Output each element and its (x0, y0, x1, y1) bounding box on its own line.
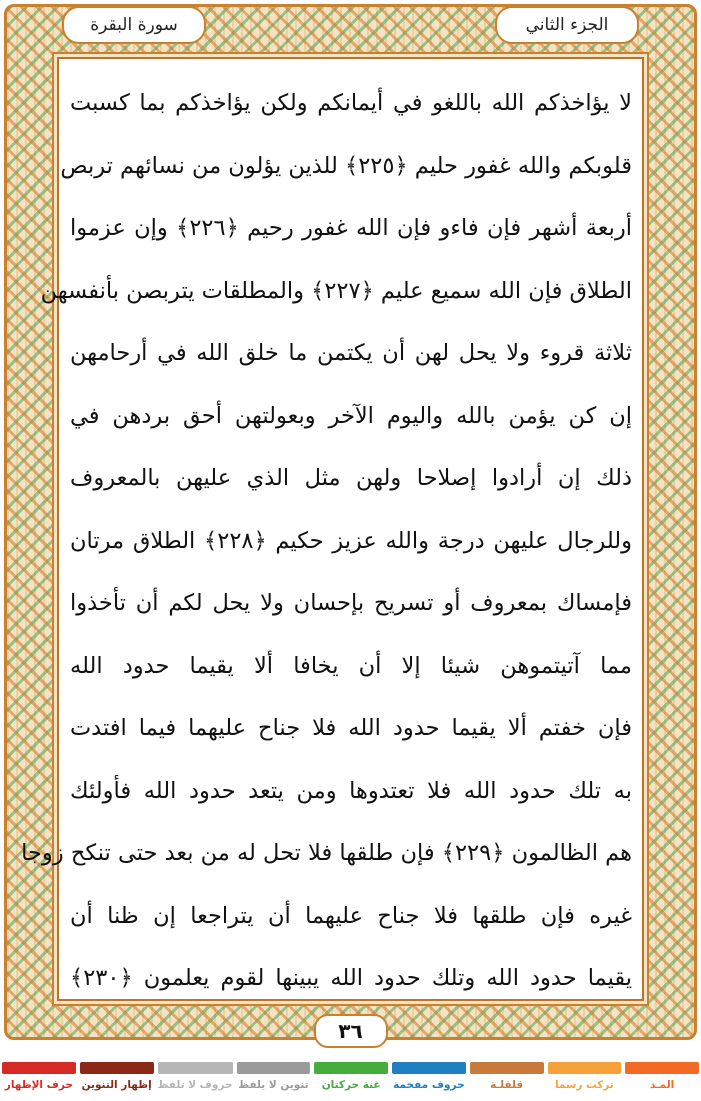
legend-label: حرف الإظهار (4, 1079, 73, 1091)
legend-label: حروف لا تلفظ (157, 1079, 233, 1091)
legend-item (312, 1062, 390, 1101)
legend-item (546, 1062, 624, 1101)
verse-line: فإن خفتم ألا يقيما حدود الله فلا جناح عليهما فيما افتدت (70, 715, 632, 741)
verse-line: ذلك إن أرادوا إصلاحا ولهن مثل الذي عليهن بالمعروف (70, 465, 632, 491)
legend-label: قلقلـة (490, 1079, 524, 1091)
verse-line: إن كن يؤمن بالله واليوم الآخر وبعولتهن أحق بردهن في (70, 402, 632, 429)
verse-line: يقيما حدود الله وتلك حدود الله يبينها لقوم يعلمون ﴿٢٣٠﴾ (70, 965, 632, 991)
legend-label: إظهار التنوين (81, 1079, 152, 1091)
legend-swatch (392, 1062, 466, 1074)
legend-swatch (470, 1062, 544, 1074)
legend-swatch (314, 1062, 388, 1074)
legend-label: تركت رسما (555, 1079, 614, 1091)
surah-label: سورة البقرة (62, 6, 206, 44)
legend-item (78, 1062, 156, 1101)
legend-item (623, 1062, 701, 1101)
verse-line: وللرجال عليهن درجة والله عزيز حكيم ﴿٢٢٨﴾ الطلاق مرتان (70, 527, 632, 554)
verse-lines (21, 72, 632, 1010)
tajweed-legend (0, 1062, 701, 1101)
legend-item (390, 1062, 468, 1101)
legend-item (235, 1062, 313, 1101)
verse-line: فإمساك بمعروف أو تسريح بإحسان ولا يحل لكم أن تأخذوا (70, 590, 632, 616)
verse-line: أربعة أشهر فإن فاءو فإن الله غفور رحيم ﴿٢٢٦﴾ وإن عزموا (70, 215, 632, 241)
verse-line: مما آتيتموهن شيئا إلا أن يخافا ألا يقيما حدود الله (70, 652, 632, 679)
legend-swatch (548, 1062, 622, 1074)
legend-item (0, 1062, 78, 1101)
page-number: ٣٦ (314, 1014, 388, 1048)
legend-item (468, 1062, 546, 1101)
legend-label: تنوين لا يلفظ (238, 1079, 309, 1091)
juz-label: الجزء الثاني (495, 6, 639, 44)
verse-line: الطلاق فإن الله سميع عليم ﴿٢٢٧﴾ والمطلقات يتربصن بأنفسهن (40, 277, 632, 304)
legend-item (156, 1062, 235, 1101)
legend-label: غنة حركتان (321, 1079, 381, 1091)
legend-swatch (2, 1062, 76, 1074)
legend-label: المـد (650, 1079, 675, 1091)
verse-line: به تلك حدود الله فلا تعتدوها ومن يتعد حدود الله فأولئك (70, 777, 632, 804)
legend-swatch (80, 1062, 154, 1074)
legend-label: حروف مفخمة (393, 1079, 465, 1091)
verse-line: قلوبكم والله غفور حليم ﴿٢٢٥﴾ للذين يؤلون من نسائهم تربص (60, 152, 632, 179)
legend-swatch (158, 1062, 233, 1074)
verse-line: غيره فإن طلقها فلا جناح عليهما أن يتراجعا إن ظنا أن (70, 902, 632, 929)
legend-swatch (625, 1062, 699, 1074)
verse-line: هم الظالمون ﴿٢٢٩﴾ فإن طلقها فلا تحل له من بعد حتى تنكح زوجا (21, 840, 632, 866)
legend-swatch (237, 1062, 311, 1074)
verse-line: لا يؤاخذكم الله باللغو في أيمانكم ولكن يؤاخذكم بما كسبت (70, 90, 632, 116)
verse-line: ثلاثة قروء ولا يحل لهن أن يكتمن ما خلق الله في أرحامهن (70, 340, 632, 366)
